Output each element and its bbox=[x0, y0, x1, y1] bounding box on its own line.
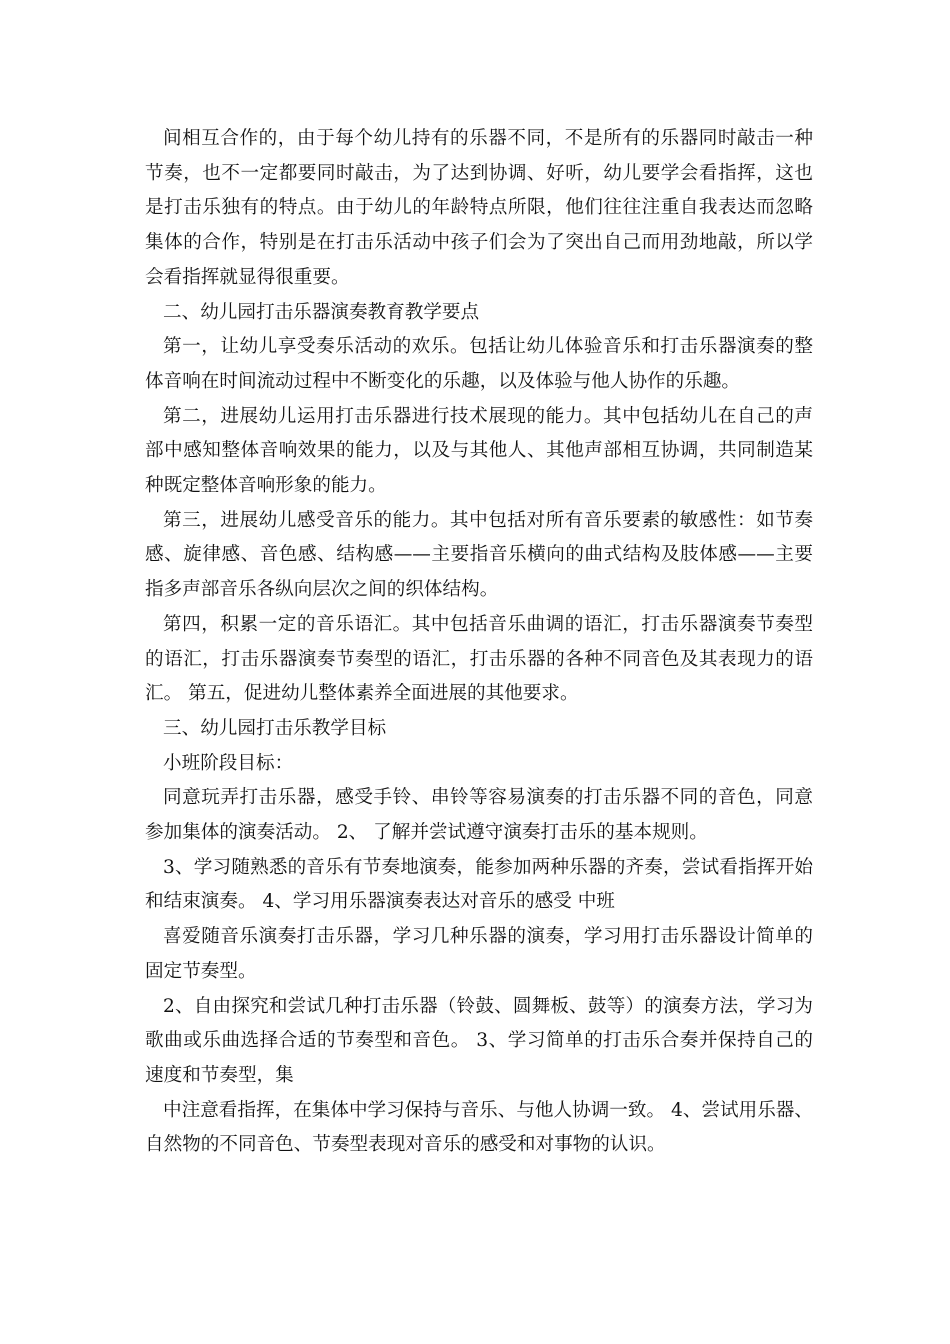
paragraph-point-2: 第二，进展幼儿运用打击乐器进行技术展现的能力。其中包括幼儿在自己的声部中感知整体音响效果的能力，以及与其他人、其他声部相互协调，共同制造某种既定整体音响形象的能力。 bbox=[145, 405, 813, 497]
paragraph-small-goal-1: 同意玩弄打击乐器，感受手铃、串铃等容易演奏的打击乐器不同的音色，同意参加集体的演奏活动。 2、 了解并尝试遵守演奏打击乐的基本规则。 bbox=[145, 787, 813, 844]
section-heading-3: 三、幼儿园打击乐教学目标 bbox=[163, 717, 387, 739]
subheading-small-class: 小班阶段目标： bbox=[163, 752, 294, 774]
document-body bbox=[145, 122, 813, 1163]
paragraph-point-3: 第三，进展幼儿感受音乐的能力。其中包括对所有音乐要素的敏感性：如节奏感、旋律感、音色感、结构感——主要指音乐横向的曲式结构及肢体感——主要指多声部音乐各纵向层次之间的织体结构。 bbox=[145, 509, 813, 601]
paragraph-middle-goal-1: 喜爱随音乐演奏打击乐器，学习几种乐器的演奏，学习用打击乐器设计简单的固定节奏型。 bbox=[145, 926, 813, 982]
paragraph-middle-goal-4: 中注意看指挥，在集体中学习保持与音乐、与他人协调一致。 4、尝试用乐器、自然物的不同音色、节奏型表现对音乐的感受和对事物的认识。 bbox=[145, 1099, 813, 1156]
paragraph-point-1: 第一，让幼儿享受奏乐活动的欢乐。包括让幼儿体验音乐和打击乐器演奏的整体音响在时间流动过程中不断变化的乐趣，以及体验与他人协作的乐趣。 bbox=[145, 336, 813, 392]
paragraph-middle-goal-2: 2、自由探究和尝试几种打击乐器（铃鼓、圆舞板、鼓等）的演奏方法，学习为歌曲或乐曲选择合适的节奏型和音色。 3、学习简单的打击乐合奏并保持自己的速度和节奏型，集 bbox=[145, 995, 813, 1086]
paragraph-small-goal-3: 3、学习随熟悉的音乐有节奏地演奏，能参加两种乐器的齐奏，尝试看指挥开始和结束演奏。 4、学习用乐器演奏表达对音乐的感受 中班 bbox=[145, 856, 813, 913]
paragraph-point-4: 第四，积累一定的音乐语汇。其中包括音乐曲调的语汇，打击乐器演奏节奏型的语汇，打击乐器演奏节奏型的语汇，打击乐器的各种不同音色及其表现力的语汇。 第五，促进幼儿整体素养全面进展的其他要求。 bbox=[145, 613, 813, 705]
section-heading-2: 二、幼儿园打击乐器演奏教育教学要点 bbox=[163, 301, 480, 323]
paragraph-cooperation: 间相互合作的，由于每个幼儿持有的乐器不同，不是所有的乐器同时敲击一种节奏，也不一定都要同时敲击，为了达到协调、好听，幼儿要学会看指挥，这也是打击乐独有的特点。由于幼儿的年龄特点所限，他们往往注重自我表达而忽略集体的合作，特别是在打击乐活动中孩子们会为了突出自己而用劲地敲，所以学会看指挥就显得很重要。 bbox=[145, 128, 813, 288]
